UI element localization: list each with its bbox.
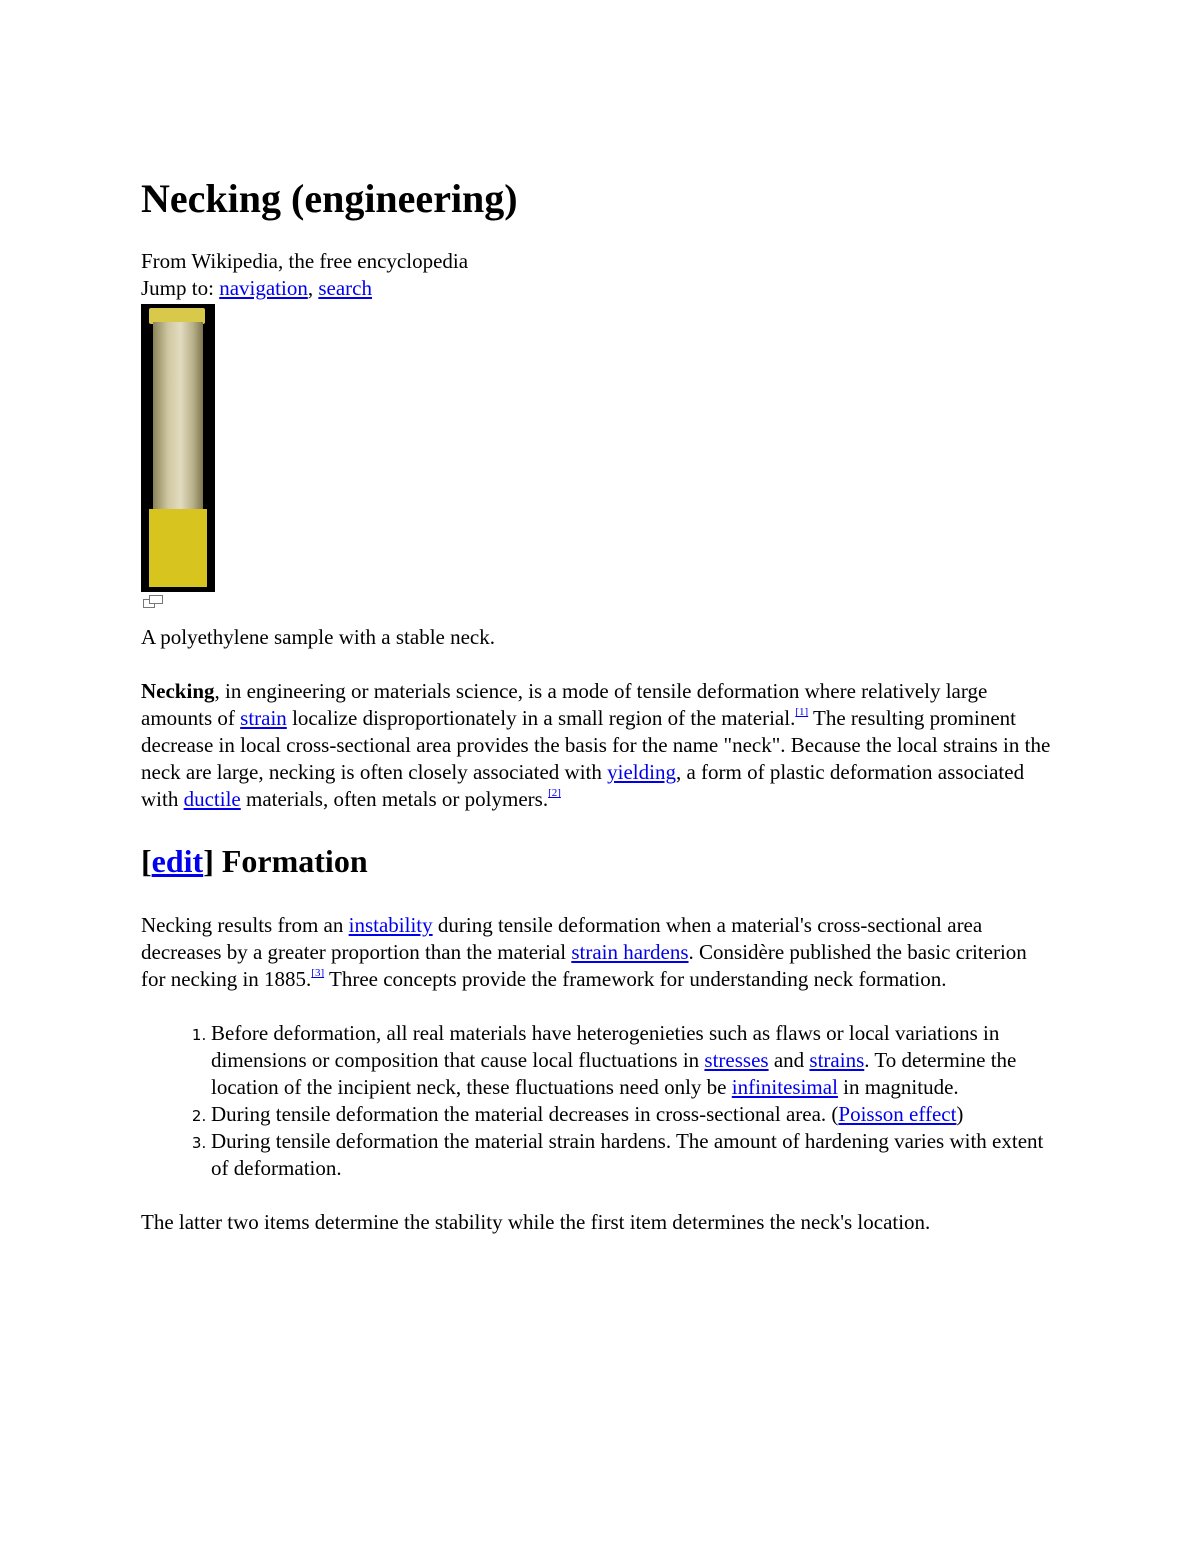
- intro-text-3: The resulting prominent decrease in local cross-sectional area provides the basis for the name "neck". Because the local strains in the neck are large, necking is often closely associated with: [141, 706, 1051, 784]
- formation-text-2: during tensile deformation when a material's cross-sectional area decreases by a greater proportion than the material: [141, 913, 983, 964]
- list-item: [211, 1020, 1051, 1101]
- edit-bracket-close: ]: [203, 843, 214, 879]
- jump-label: Jump to:: [141, 276, 214, 300]
- item3-text-1: During tensile deformation the material strain hardens. The amount of hardening varies with extent of deformation.: [211, 1129, 1044, 1180]
- item1-text-3: . To determine the location of the incipient neck, these fluctuations need only be: [211, 1048, 1017, 1099]
- item2-text-1: During tensile deformation the material decreases in cross-sectional area. (: [211, 1102, 839, 1126]
- ref-1-link[interactable]: [1]: [795, 706, 809, 718]
- section-heading-formation: [141, 837, 1051, 885]
- ref-3-link[interactable]: [3]: [311, 967, 325, 979]
- intro-paragraph: [141, 678, 1051, 813]
- ref-2-link[interactable]: [2]: [548, 787, 561, 799]
- intro-text-1: , in engineering or materials science, is a mode of tensile deformation where relatively large amounts of: [141, 679, 988, 730]
- concepts-list: [141, 1020, 1051, 1182]
- intro-text-5: materials, often metals or polymers.: [240, 787, 549, 811]
- figure: [141, 304, 221, 608]
- section-title: Formation: [213, 843, 368, 879]
- item2-text-2: ): [956, 1102, 964, 1126]
- polyethylene-sample-image[interactable]: [141, 304, 215, 592]
- intro-text-4: , a form of plastic deformation associated with: [141, 760, 1025, 811]
- intro-bold-term: Necking: [141, 679, 215, 703]
- strain-hardens-link[interactable]: strain hardens: [571, 940, 689, 964]
- instability-link[interactable]: instability: [348, 913, 433, 937]
- article: [141, 168, 1051, 1236]
- strains-link[interactable]: strains: [809, 1048, 865, 1072]
- formation-text-1: Necking results from an: [141, 913, 349, 937]
- ductile-link[interactable]: ductile: [183, 787, 241, 811]
- stresses-link[interactable]: stresses: [704, 1048, 769, 1072]
- navigation-link[interactable]: navigation: [219, 276, 308, 300]
- magnify-clip-icon[interactable]: [143, 594, 163, 608]
- strain-link[interactable]: strain: [240, 706, 287, 730]
- subtitle: From Wikipedia, the free encyclopedia: [141, 249, 469, 273]
- jump-links: [141, 275, 1051, 302]
- formation-text-4: Three concepts provide the framework for understanding neck formation.: [324, 967, 947, 991]
- formation-paragraph: [141, 912, 1051, 993]
- closing-paragraph: The latter two items determine the stability while the first item determines the neck's location.: [141, 1210, 931, 1234]
- edit-bracket-open: [: [141, 843, 152, 879]
- infinitesimal-link[interactable]: infinitesimal: [731, 1075, 838, 1099]
- page-title: Necking (engineering): [141, 176, 518, 221]
- list-item: [211, 1101, 1051, 1128]
- yielding-link[interactable]: yielding: [607, 760, 676, 784]
- figure-caption: A polyethylene sample with a stable neck.: [141, 625, 495, 649]
- search-link[interactable]: search: [318, 276, 372, 300]
- item1-text-1: Before deformation, all real materials have heterogenieties such as flaws or local variations in dimensions or composition that cause local fluctuations in: [211, 1021, 1000, 1072]
- jump-separator: ,: [307, 276, 314, 300]
- edit-link[interactable]: edit: [151, 843, 204, 879]
- intro-text-2: localize disproportionately in a small region of the material.: [286, 706, 796, 730]
- item1-text-2: and: [768, 1048, 810, 1072]
- item1-text-4: in magnitude.: [837, 1075, 959, 1099]
- poisson-effect-link[interactable]: Poisson effect: [838, 1102, 957, 1126]
- formation-text-3: . Considère published the basic criterion for necking in 1885.: [141, 940, 1027, 991]
- list-item: [211, 1128, 1051, 1182]
